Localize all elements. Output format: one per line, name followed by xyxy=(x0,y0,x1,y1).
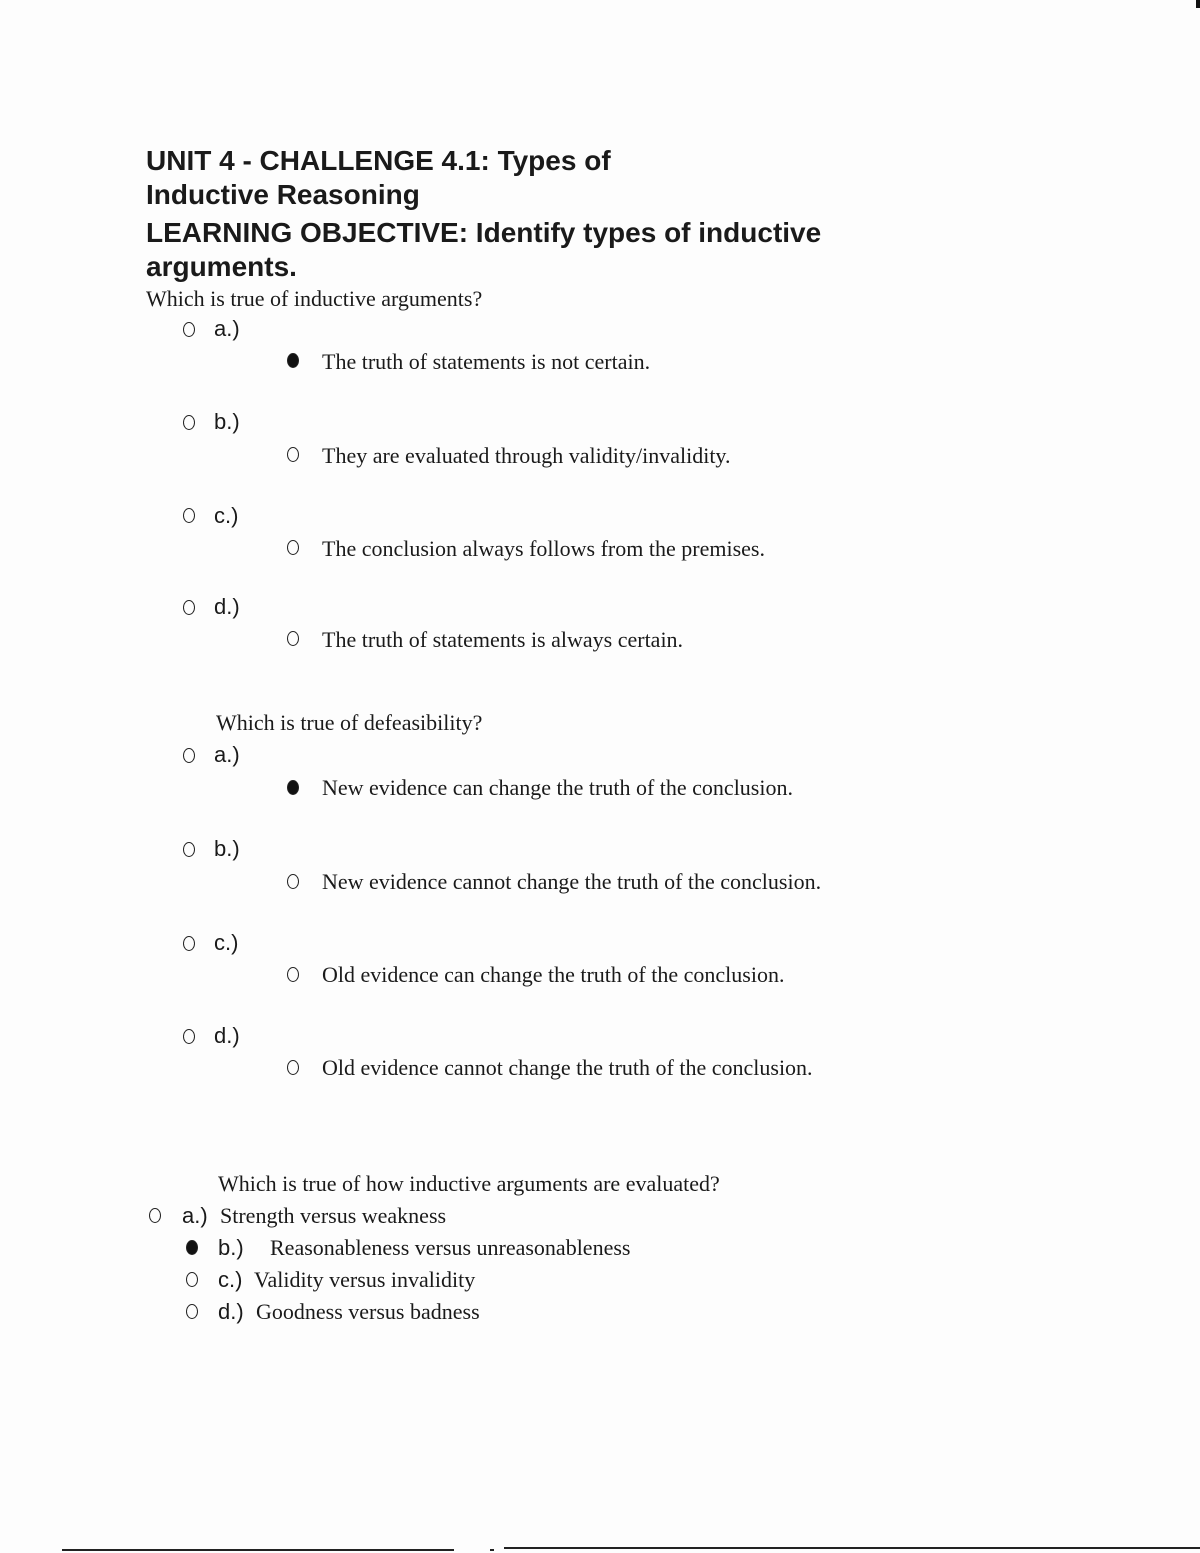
q1-option-a-letter-radio[interactable] xyxy=(183,322,195,337)
question-3-text: Which is true of how inductive arguments are evaluated? xyxy=(218,1171,720,1196)
q3-option-d-letter: d.) xyxy=(218,1299,244,1324)
q3-option-d-text: Goodness versus badness xyxy=(256,1299,480,1324)
q1-option-b-letter-radio[interactable] xyxy=(183,415,195,430)
q1-option-d-letter: d.) xyxy=(214,594,240,619)
unit-title-line-2: Inductive Reasoning xyxy=(146,179,420,210)
q2-option-d-text: Old evidence cannot change the truth of the conclusion. xyxy=(322,1055,813,1080)
q2-option-a-letter-radio[interactable] xyxy=(183,748,195,763)
q1-option-a-letter: a.) xyxy=(214,316,240,341)
bottom-rule-dot xyxy=(490,1549,494,1551)
q1-option-b-text: They are evaluated through validity/invalidity. xyxy=(322,443,731,468)
q2-option-b-letter-radio[interactable] xyxy=(183,842,195,857)
q2-option-d-letter: d.) xyxy=(214,1023,240,1048)
q3-option-a-radio[interactable] xyxy=(149,1208,161,1223)
q2-option-b-text: New evidence cannot change the truth of the conclusion. xyxy=(322,869,822,894)
q3-option-b-radio[interactable] xyxy=(186,1240,198,1255)
q3-option-b-text: Reasonableness versus unreasonableness xyxy=(270,1235,631,1260)
q1-option-c-letter: c.) xyxy=(214,503,239,528)
q2-option-b-radio[interactable] xyxy=(287,874,299,889)
q3-option-c-text: Validity versus invalidity xyxy=(254,1267,476,1292)
q2-option-a-letter: a.) xyxy=(214,742,240,767)
q1-option-c-text: The conclusion always follows from the premises. xyxy=(322,536,765,561)
q1-option-a-radio[interactable] xyxy=(287,353,299,368)
q3-option-d-radio[interactable] xyxy=(186,1304,198,1319)
q1-option-c-radio[interactable] xyxy=(287,540,299,555)
scan-edge-mark xyxy=(1196,0,1200,8)
q2-option-b-letter: b.) xyxy=(214,836,240,861)
q1-option-b-radio[interactable] xyxy=(287,447,299,462)
q2-option-a-radio[interactable] xyxy=(287,780,299,795)
q2-option-c-letter-radio[interactable] xyxy=(183,936,195,951)
learning-objective-line-2: arguments. xyxy=(146,251,297,282)
q3-option-c-radio[interactable] xyxy=(186,1272,198,1287)
bottom-rule-right xyxy=(504,1547,1200,1549)
q3-option-b-letter: b.) xyxy=(218,1235,244,1260)
bottom-rule-left xyxy=(62,1549,454,1551)
q1-option-d-letter-radio[interactable] xyxy=(183,600,195,615)
q1-option-a-text: The truth of statements is not certain. xyxy=(322,349,651,374)
question-2-text: Which is true of defeasibility? xyxy=(216,710,483,735)
q2-option-d-radio[interactable] xyxy=(287,1060,299,1075)
unit-title-line-1: UNIT 4 - CHALLENGE 4.1: Types of xyxy=(146,145,611,176)
q1-option-c-letter-radio[interactable] xyxy=(183,508,195,523)
q3-option-a-text: Strength versus weakness xyxy=(220,1203,447,1228)
q2-option-c-text: Old evidence can change the truth of the conclusion. xyxy=(322,962,785,987)
q2-option-c-letter: c.) xyxy=(214,930,239,955)
learning-objective-line-1: LEARNING OBJECTIVE: Identify types of inductive xyxy=(146,217,822,248)
q2-option-d-letter-radio[interactable] xyxy=(183,1029,195,1044)
q1-option-d-radio[interactable] xyxy=(287,631,299,646)
q3-option-c-letter: c.) xyxy=(218,1267,243,1292)
q1-option-b-letter: b.) xyxy=(214,409,240,434)
question-1-text: Which is true of inductive arguments? xyxy=(146,286,483,311)
q2-option-a-text: New evidence can change the truth of the conclusion. xyxy=(322,775,793,800)
q3-option-a-letter: a.) xyxy=(182,1203,208,1228)
q2-option-c-radio[interactable] xyxy=(287,967,299,982)
q1-option-d-text: The truth of statements is always certain. xyxy=(322,627,684,652)
